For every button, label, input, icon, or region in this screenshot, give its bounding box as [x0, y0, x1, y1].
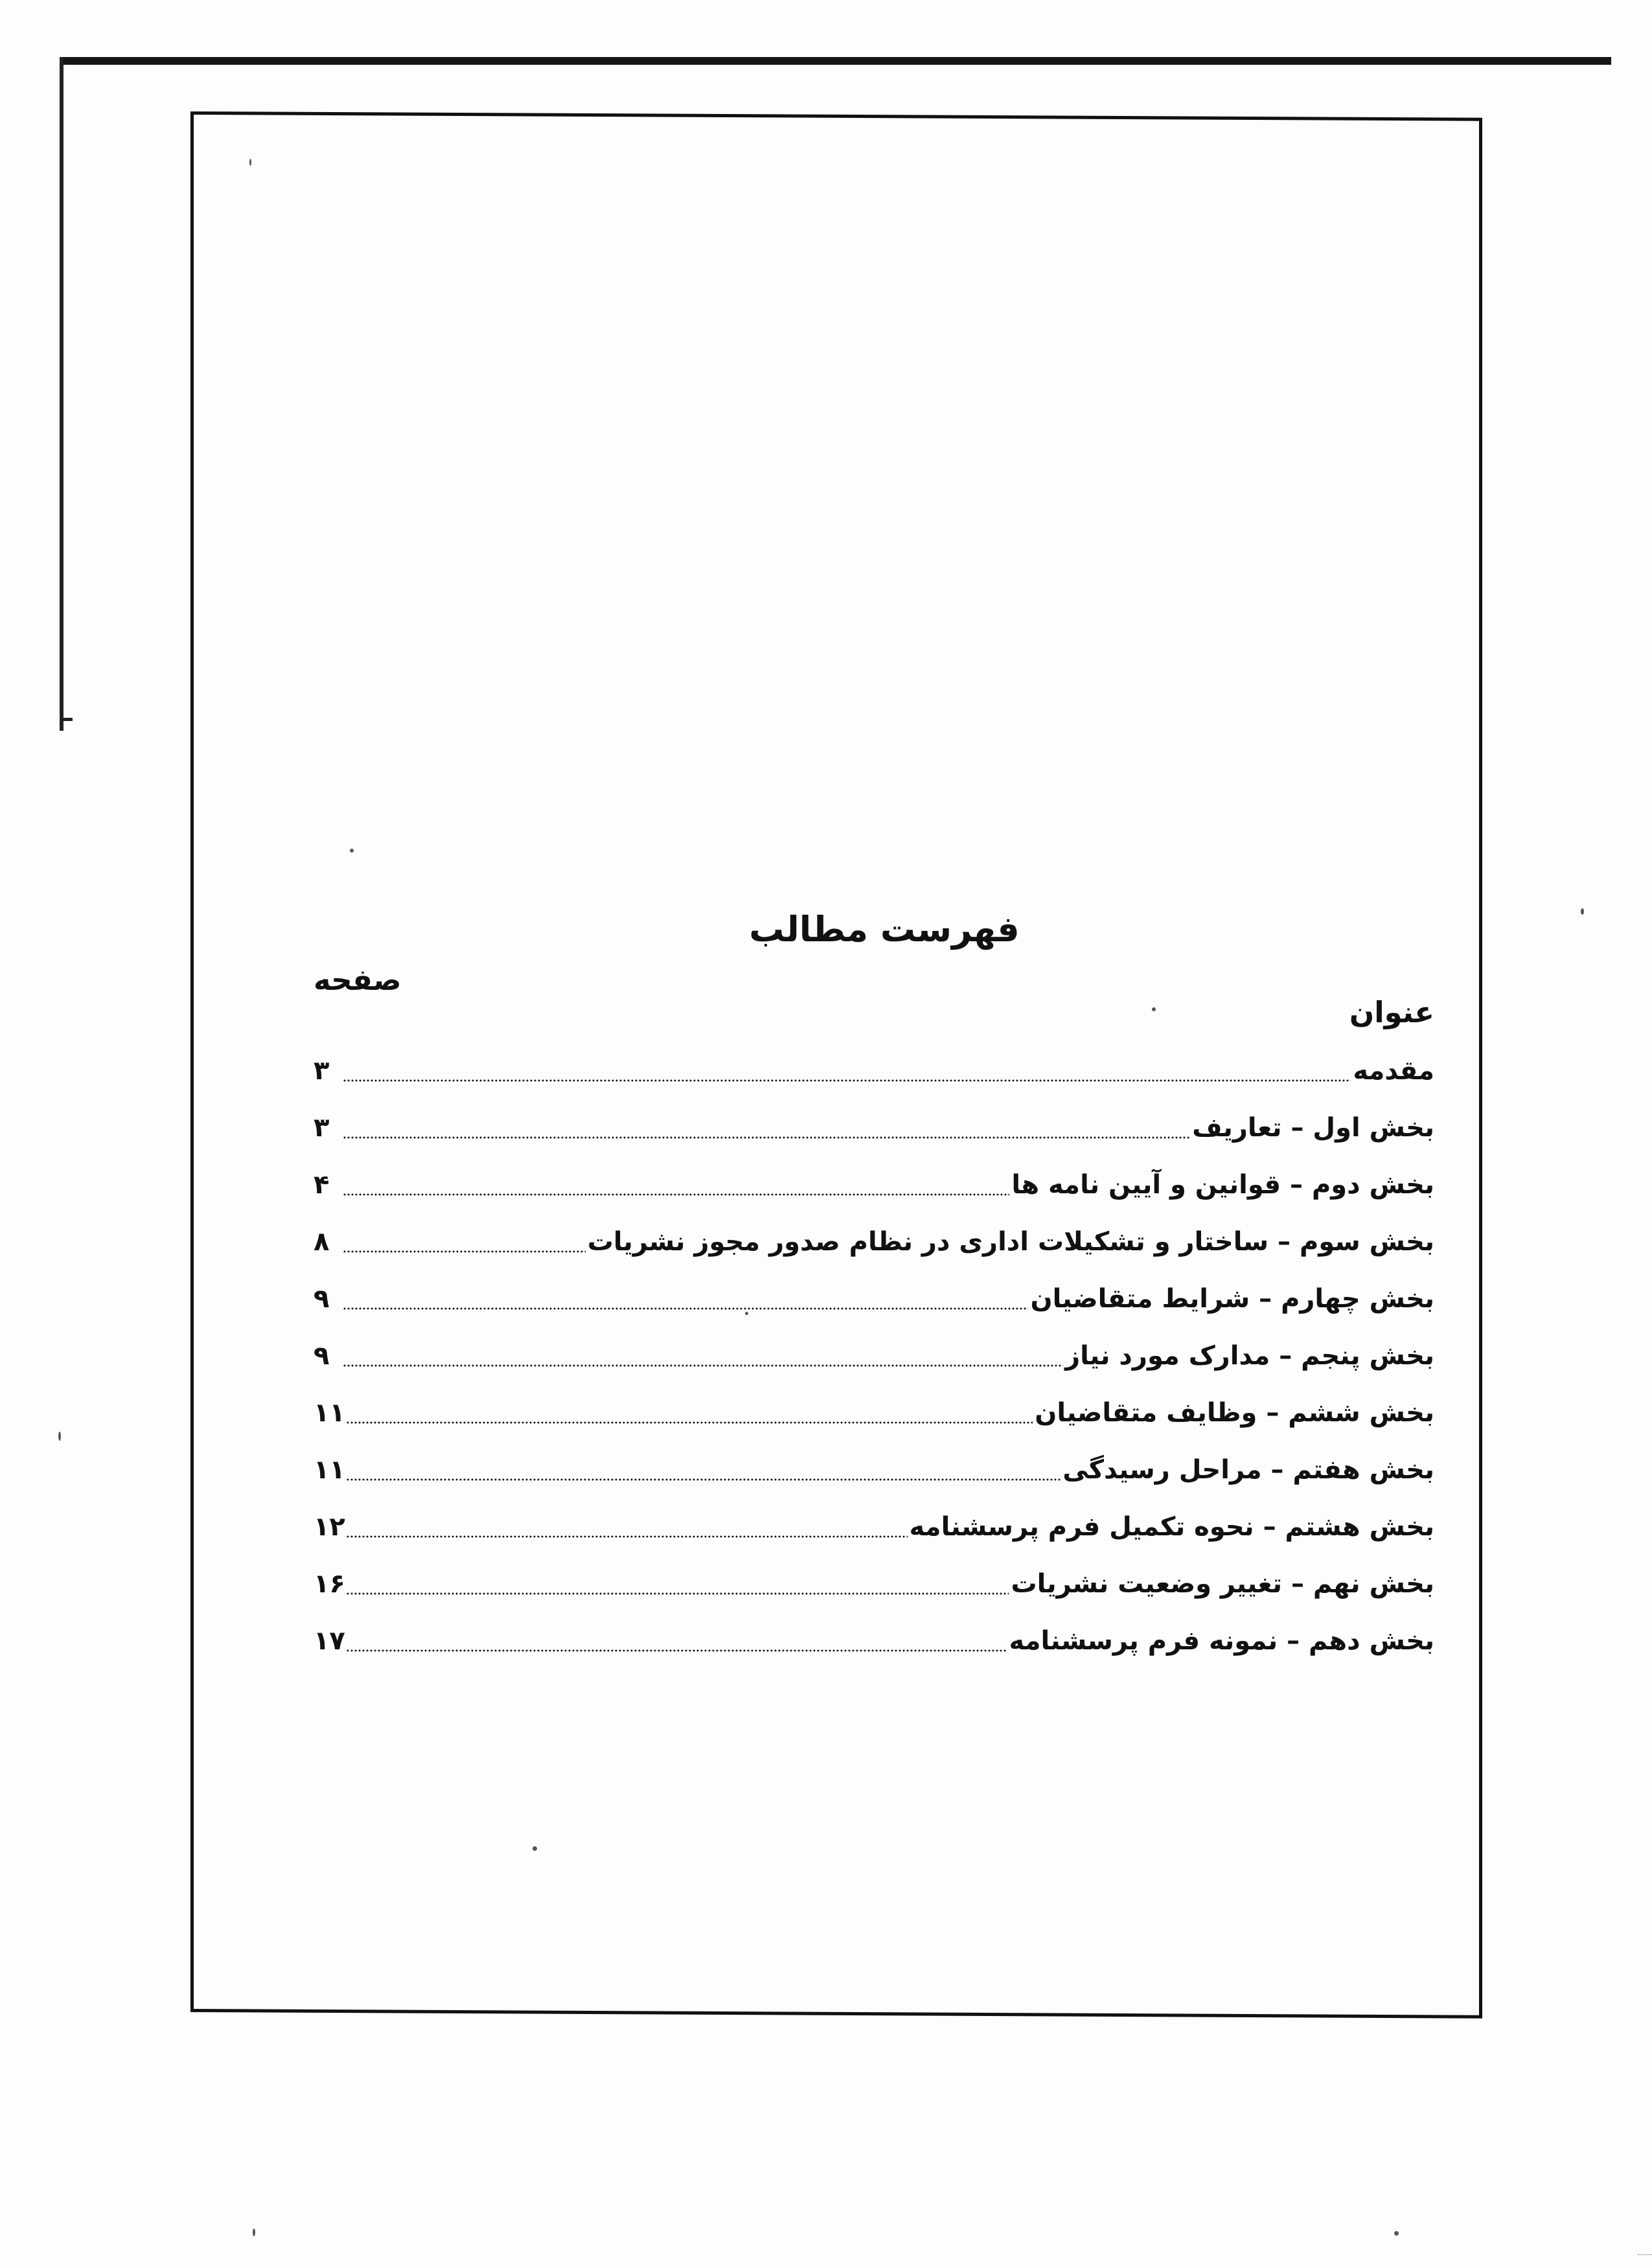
toc-entry: [314, 1377, 1434, 1434]
scan-speck: [58, 1432, 61, 1441]
dot-leader: [346, 1534, 908, 1539]
toc-entry-list: [314, 1035, 1434, 1662]
dot-leader: [343, 1192, 1009, 1197]
toc-entry: [314, 1548, 1434, 1605]
toc-entry: [314, 1434, 1434, 1491]
scan-left-edge-tick: [60, 718, 73, 721]
toc-column-header-row: [314, 957, 1434, 1035]
toc-entry-page-number: ۱۲: [314, 1512, 345, 1542]
scan-speck: [533, 1846, 537, 1851]
dot-leader: [343, 1078, 1351, 1083]
dot-leader: [343, 1306, 1028, 1311]
toc-entry-title: بخش هشتم – نحوه تکمیل فرم پرسشنامه: [909, 1512, 1434, 1542]
toc-title: فهرست مطالب: [749, 909, 1020, 950]
dot-leader: [346, 1648, 1007, 1653]
scan-speck: [1394, 2231, 1399, 2236]
dot-leader: [346, 1591, 1009, 1596]
toc-entry-page-number: ۱۱: [314, 1398, 345, 1428]
toc-entry: [314, 1491, 1434, 1548]
scan-speck: [1581, 908, 1584, 915]
toc-entry-title: مقدمه: [1353, 1056, 1434, 1086]
toc-entry: [314, 1206, 1434, 1263]
toc-entry-page-number: ۹: [314, 1341, 330, 1371]
toc-entry-title: بخش هفتم – مراحل رسیدگی: [1062, 1455, 1434, 1485]
toc-entry: [314, 1263, 1434, 1320]
toc-entry-title: بخش دوم – قوانین و آیین نامه ها: [1011, 1170, 1434, 1200]
toc-entry-page-number: ۱۱: [314, 1455, 345, 1485]
toc-entry: [314, 1149, 1434, 1206]
toc-entry: [314, 1035, 1434, 1092]
toc-entry-title: بخش چهارم – شرایط متقاضیان: [1030, 1284, 1434, 1314]
scan-speck: [249, 159, 251, 166]
dot-leader: [343, 1249, 586, 1254]
dot-leader: [343, 1363, 1063, 1368]
toc-entry-page-number: ۸: [314, 1227, 330, 1257]
toc-page-column-header: صفحه: [314, 963, 402, 997]
toc-entry-page-number: ۴: [314, 1170, 330, 1200]
toc-entry: [314, 1605, 1434, 1662]
toc-entry-title: بخش پنجم – مدارک مورد نیاز: [1065, 1341, 1434, 1371]
toc-entry-title: بخش دهم – نمونه فرم پرسشنامه: [1009, 1626, 1434, 1656]
toc-entry-page-number: ۳: [314, 1113, 330, 1143]
toc-entry: [314, 1092, 1434, 1149]
scan-speck: [253, 2228, 255, 2236]
toc-entry-title: بخش سوم – ساختار و تشکیلات اداری در نظام صدور مجوز نشریات: [587, 1227, 1434, 1257]
table-of-contents: [314, 907, 1434, 1662]
toc-title-column-header: عنوان: [1349, 995, 1434, 1029]
toc-entry-title: بخش نهم – تغییر وضعیت نشریات: [1011, 1569, 1434, 1599]
scan-corner-mark: [1638, 2254, 1652, 2265]
dot-leader: [346, 1420, 1033, 1425]
toc-entry-page-number: ۹: [314, 1284, 330, 1314]
scan-speck: [350, 849, 354, 853]
scan-left-border-line: [60, 57, 63, 731]
toc-entry-title: بخش ششم – وظایف متقاضیان: [1035, 1398, 1434, 1428]
toc-entry: [314, 1320, 1434, 1377]
toc-entry-page-number: ۱۶: [314, 1569, 345, 1599]
toc-entry-title: بخش اول – تعاریف: [1192, 1113, 1434, 1143]
dot-leader: [343, 1135, 1190, 1140]
toc-entry-page-number: ۳: [314, 1056, 330, 1086]
toc-entry-page-number: ۱۷: [314, 1626, 345, 1656]
dot-leader: [346, 1477, 1061, 1482]
scan-top-border-line: [60, 57, 1611, 65]
